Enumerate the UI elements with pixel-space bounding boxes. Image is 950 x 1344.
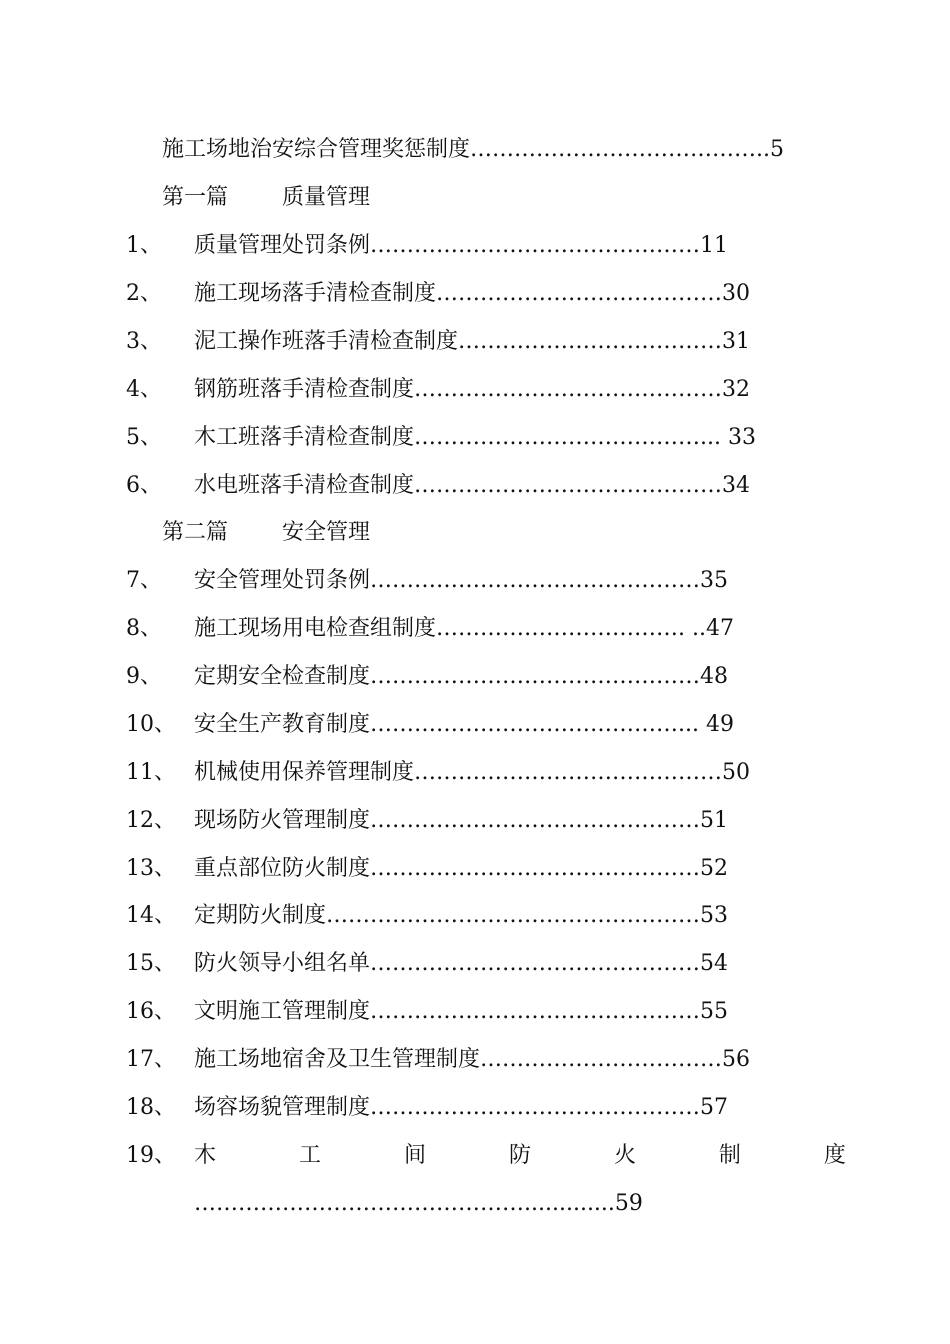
toc-entry-text: 安全生产教育制度……………………………………... 49 <box>194 712 734 737</box>
toc-entry-text: 安全管理处罚条例………………………………………35 <box>194 568 728 593</box>
toc-intro-text: 施工场地治安综合管理奖惩制度…………………………………..5 <box>162 137 784 162</box>
toc-entry-text: 防火领导小组名单………………………………………54 <box>194 951 728 976</box>
toc-entry-number: 16、 <box>126 999 176 1024</box>
toc-entry-number: 2、 <box>126 281 162 306</box>
toc-entry-leader-page: ……………………………………….............59 <box>194 1191 643 1216</box>
toc-entry-text: 文明施工管理制度………………………………………55 <box>194 999 728 1024</box>
toc-entry-text: 钢筋班落手清检查制度……………………………………32 <box>194 377 750 402</box>
toc-entry-text: 定期防火制度……………………………………………53 <box>194 903 728 928</box>
toc-entry-text: 机械使用保养管理制度……………………………………50 <box>194 760 750 785</box>
toc-entry-number: 15、 <box>126 951 176 976</box>
toc-entry-text: 泥工操作班落手清检查制度………………………………31 <box>194 329 750 354</box>
toc-entry-number: 4、 <box>126 377 162 402</box>
toc-entry-number: 12、 <box>126 808 176 833</box>
toc-entry-text: 施工现场用电检查组制度……………………………. ..47 <box>194 616 734 641</box>
toc-entry-number: 7、 <box>126 568 162 593</box>
section-title: 质量管理 <box>282 185 371 210</box>
toc-entry-number: 19、 <box>126 1143 176 1168</box>
toc-entry-text: 现场防火管理制度………………………………………51 <box>194 808 728 833</box>
title-char: 度 <box>823 1143 846 1168</box>
toc-entry-number: 10、 <box>126 712 176 737</box>
toc-entry-text: 场容场貌管理制度………………………………………57 <box>194 1095 728 1120</box>
toc-entry-text: 定期安全检查制度………………………………………48 <box>194 664 728 689</box>
title-char: 火 <box>613 1143 636 1168</box>
toc-entry-number: 14、 <box>126 903 176 928</box>
section-label: 第一篇 <box>162 185 229 210</box>
section-title: 安全管理 <box>282 520 371 545</box>
toc-entry-number: 1、 <box>126 233 162 258</box>
toc-entry-number: 9、 <box>126 664 162 689</box>
title-char: 间 <box>403 1143 426 1168</box>
title-char: 木 <box>194 1143 217 1168</box>
toc-entry-number: 17、 <box>126 1047 176 1072</box>
toc-entry-text: 质量管理处罚条例………………………………………11 <box>194 233 728 258</box>
toc-entry-number: 5、 <box>126 425 162 450</box>
toc-entry-text: 水电班落手清检查制度……………………………………34 <box>194 473 750 498</box>
title-char: 工 <box>298 1143 321 1168</box>
toc-entry-number: 3、 <box>126 329 162 354</box>
title-char: 制 <box>718 1143 741 1168</box>
toc-entry-number: 13、 <box>126 856 176 881</box>
toc-entry-text: 施工场地宿舍及卫生管理制度……………………………56 <box>194 1047 750 1072</box>
toc-entry-text: 木工班落手清检查制度…………………………………... 33 <box>194 425 756 450</box>
toc-entry-text: 施工现场落手清检查制度…………………………………30 <box>194 281 750 306</box>
toc-entry-number: 6、 <box>126 473 162 498</box>
title-char: 防 <box>508 1143 531 1168</box>
section-label: 第二篇 <box>162 520 229 545</box>
toc-entry-number: 8、 <box>126 616 162 641</box>
toc-entry-number: 18、 <box>126 1095 176 1120</box>
toc-entry-text: 重点部位防火制度………………………………………52 <box>194 856 728 881</box>
toc-entry-spread-title <box>194 1142 846 1170</box>
toc-entry-number: 11、 <box>126 760 176 785</box>
